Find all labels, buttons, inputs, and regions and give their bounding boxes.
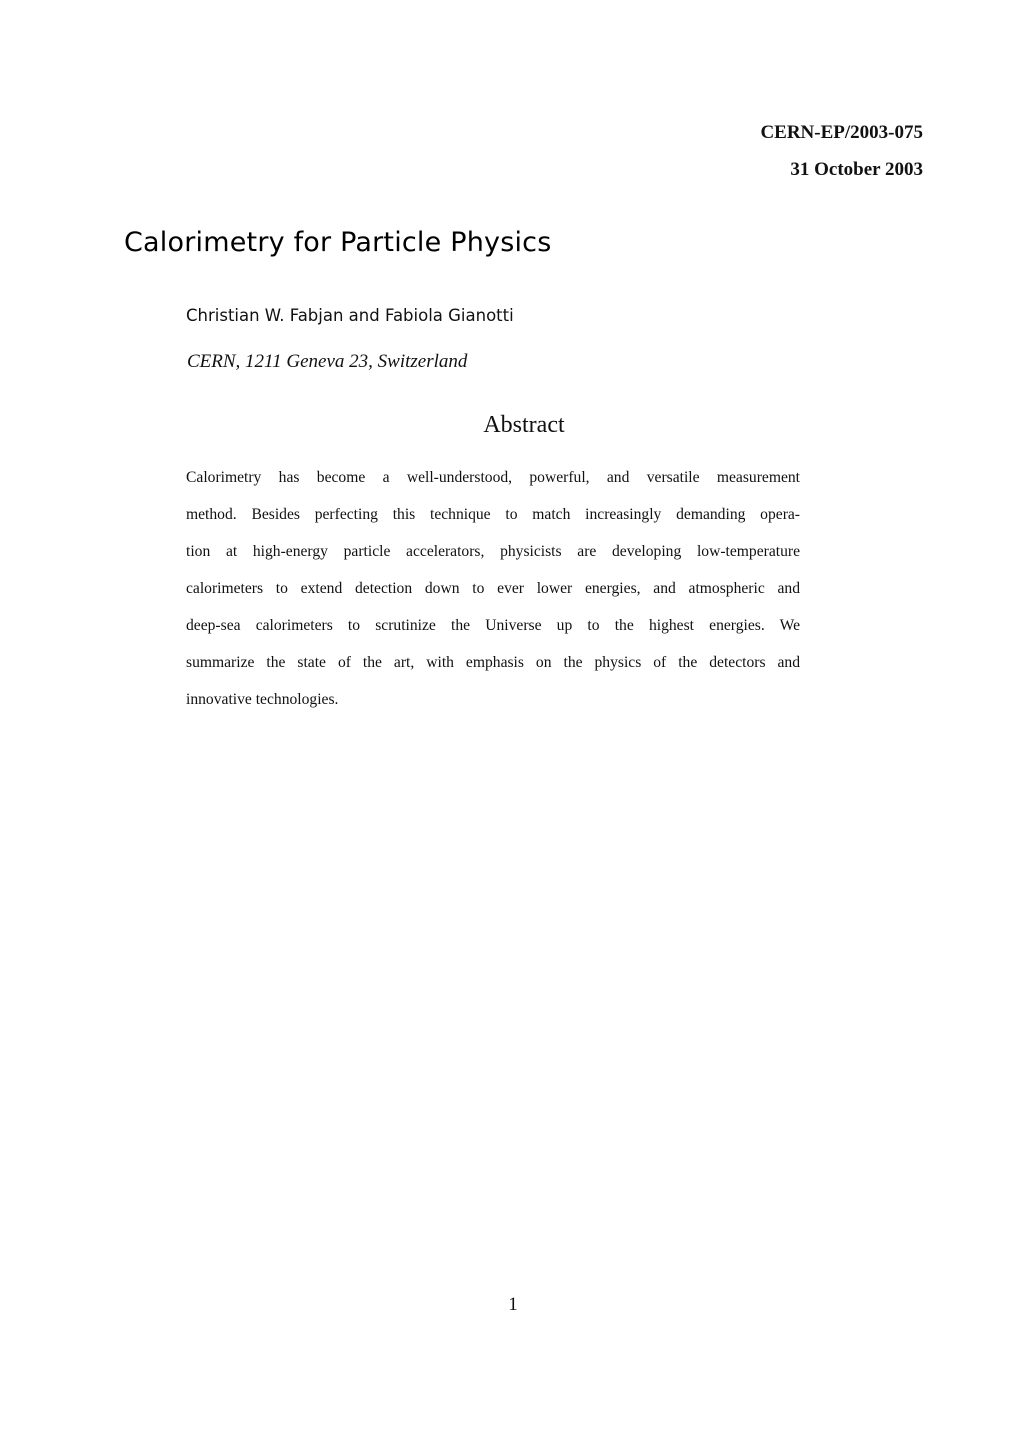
abstract-line: innovative technologies. xyxy=(186,691,339,708)
abstract-line: tion at high-energy particle accelerators, physicists are developing low-temperature xyxy=(186,543,800,560)
paper-title: Calorimetry for Particle Physics xyxy=(124,227,552,258)
report-number: CERN-EP/2003-075 xyxy=(760,122,923,143)
report-date: 31 October 2003 xyxy=(790,159,923,180)
abstract-line: summarize the state of the art, with emphasis on the physics of the detectors and xyxy=(186,654,800,671)
abstract-line: deep-sea calorimeters to scrutinize the Universe up to the highest energies. We xyxy=(186,617,800,634)
author-affiliation: CERN, 1211 Geneva 23, Switzerland xyxy=(187,351,468,372)
abstract-heading: Abstract xyxy=(483,412,565,438)
abstract-line: method. Besides perfecting this technique to match increasingly demanding opera- xyxy=(186,506,800,523)
abstract-line: calorimeters to extend detection down to ever lower energies, and atmospheric and xyxy=(186,580,800,597)
abstract-body xyxy=(186,464,800,723)
abstract-line: Calorimetry has become a well-understood, powerful, and versatile measurement xyxy=(186,469,800,486)
author-list: Christian W. Fabjan and Fabiola Gianotti xyxy=(186,306,514,325)
page-number: 1 xyxy=(508,1294,518,1315)
